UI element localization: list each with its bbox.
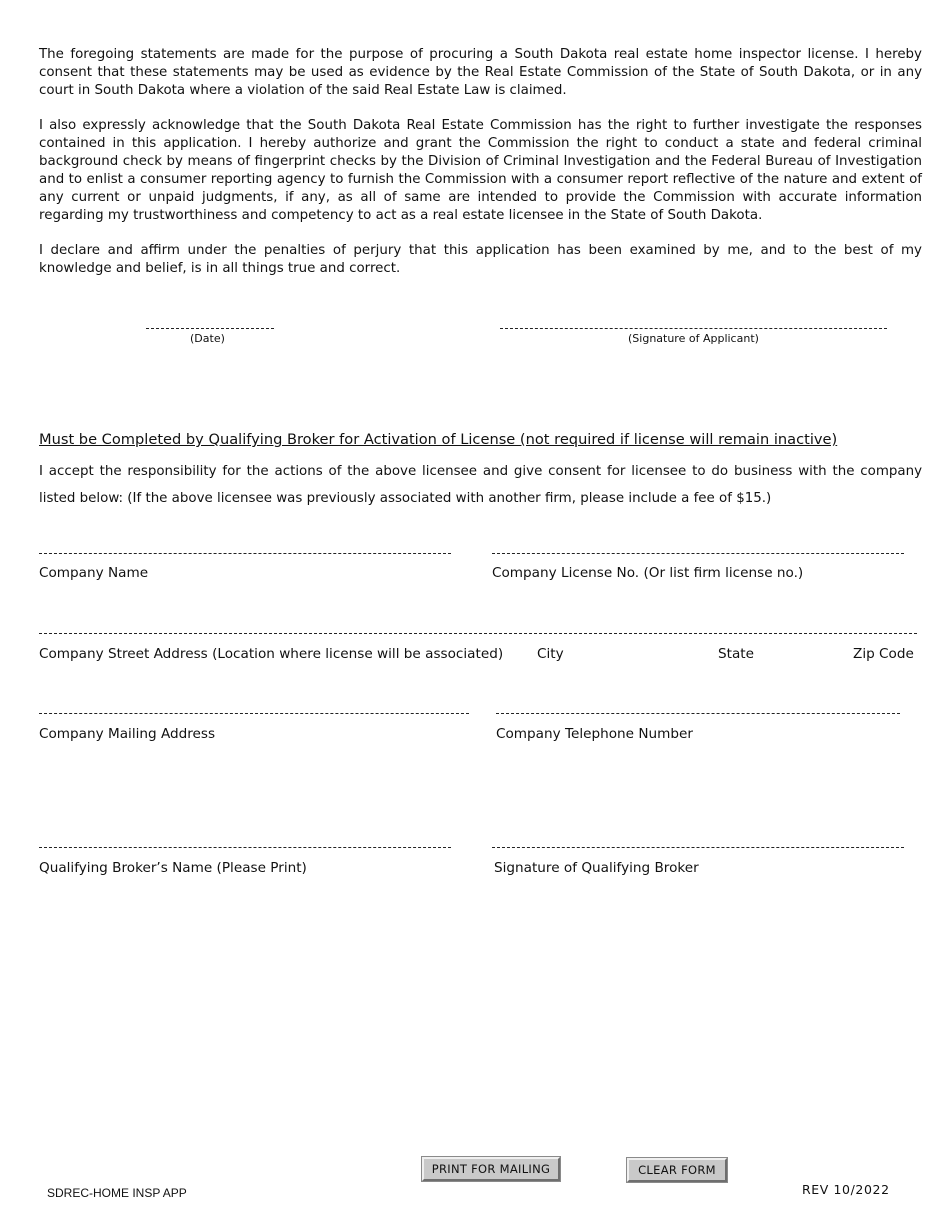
declaration-paragraph-3: I declare and affirm under the penalties of perjury that this application has been examined by me, and to the best of my knowledge and belief, is in all things true and correct. xyxy=(39,243,922,276)
telephone-label: Company Telephone Number xyxy=(496,726,693,742)
company-mailing-address-field[interactable] xyxy=(39,713,469,714)
company-license-label: Company License No. (Or list firm license no.) xyxy=(492,565,804,581)
clear-form-button[interactable]: CLEAR FORM xyxy=(627,1158,727,1182)
street-address-label: Company Street Address (Location where license will be associated) xyxy=(39,646,504,662)
company-telephone-field[interactable] xyxy=(496,713,900,714)
zip-code-label: Zip Code xyxy=(853,646,914,662)
applicant-signature-field[interactable] xyxy=(500,328,887,329)
company-license-field[interactable] xyxy=(492,553,904,554)
state-label: State xyxy=(718,646,754,662)
revision-label: REV 10/2022 xyxy=(802,1182,890,1197)
form-id: SDREC-HOME INSP APP xyxy=(47,1186,187,1200)
declaration-paragraph-2: I also expressly acknowledge that the South Dakota Real Estate Commission has the right to further investigate the responses contained in this application. I hereby authorize and grant the Commission the right to conduct a state and federal criminal background check by means of fingerprint checks by the Division of Criminal Investigation and the Federal Bureau of Investigation and to enlist a consumer reporting agency to furnish the Commission with a consumer report reflective of the nature and extent of any current or unpaid judgments, if any, as all of same are intended to provide the Commission with accurate information regarding my trustworthiness and competency to act as a real estate licensee in the State of South Dakota. xyxy=(39,118,922,223)
mailing-address-label: Company Mailing Address xyxy=(39,726,216,742)
company-name-field[interactable] xyxy=(39,553,451,554)
date-caption: (Date) xyxy=(190,332,225,345)
applicant-signature-caption: (Signature of Applicant) xyxy=(628,332,759,345)
broker-signature-field[interactable] xyxy=(492,847,904,848)
declaration-paragraph-1: The foregoing statements are made for the purpose of procuring a South Dakota real estate home inspector license. I hereby consent that these statements may be used as evidence by the Real Estate Commission of the State of South Dakota, or in any court in South Dakota where a violation of the said Real Estate Law is claimed. xyxy=(39,47,922,98)
broker-signature-label: Signature of Qualifying Broker xyxy=(494,860,699,876)
company-street-address-field[interactable] xyxy=(39,633,917,634)
print-for-mailing-button[interactable]: PRINT FOR MAILING xyxy=(422,1157,560,1181)
company-name-label: Company Name xyxy=(39,565,149,581)
broker-name-label: Qualifying Broker’s Name (Please Print) xyxy=(39,860,307,876)
broker-section-intro: I accept the responsibility for the actions of the above licensee and give consent for licensee to do business with the company listed below: (If the above licensee was previously associated with another firm, please include a fee of $15.) xyxy=(39,464,922,506)
broker-section-heading: Must be Completed by Qualifying Broker for Activation of License (not required if license will remain inactive) xyxy=(39,431,838,448)
broker-name-field[interactable] xyxy=(39,847,451,848)
date-field[interactable] xyxy=(146,328,274,329)
city-label: City xyxy=(537,646,564,662)
